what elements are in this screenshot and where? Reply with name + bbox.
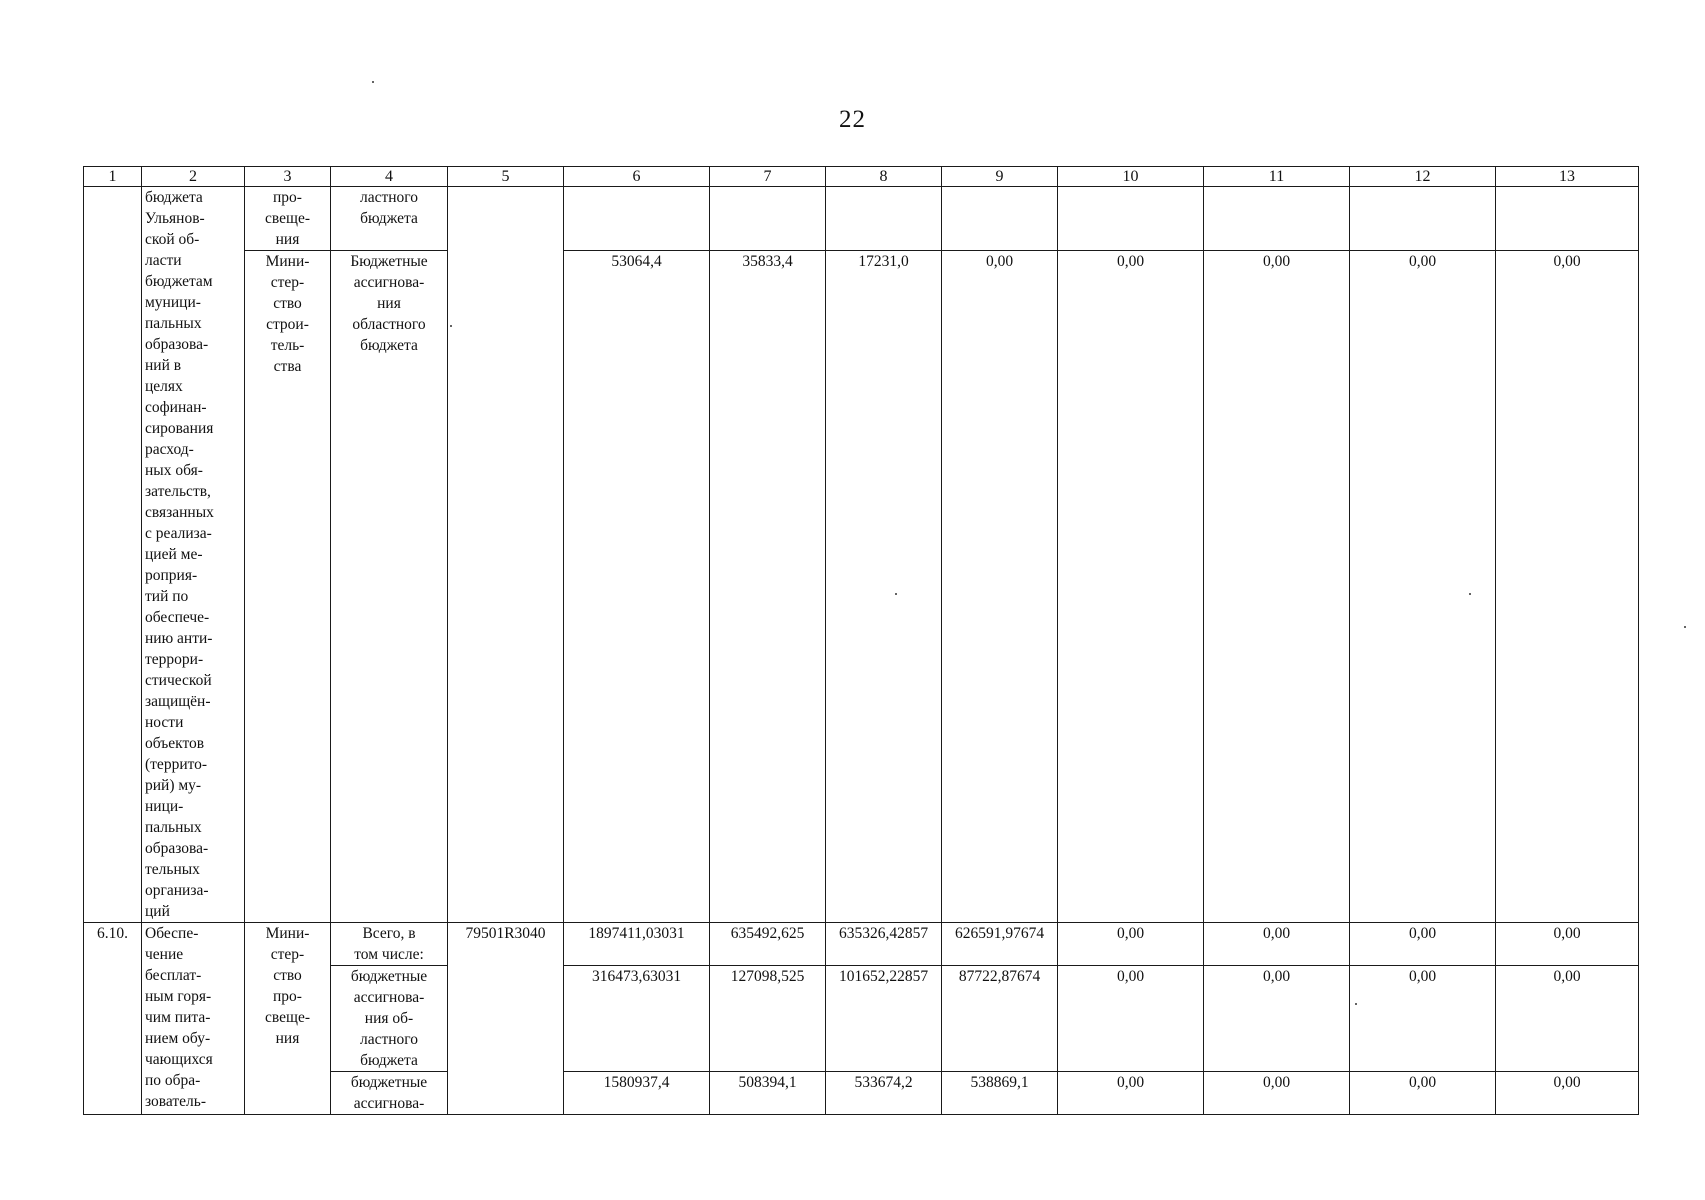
column-number: 12 [1350, 167, 1496, 187]
funding-source-cell: Бюджетные ассигнова- ния областного бюджета [331, 251, 448, 923]
value-cell: 35833,4 [710, 251, 826, 923]
value-cell: 101652,22857 [826, 966, 942, 1072]
column-number: 7 [710, 167, 826, 187]
value-cell: 508394,1 [710, 1072, 826, 1115]
value-cell: 0,00 [1496, 966, 1639, 1072]
column-number: 13 [1496, 167, 1639, 187]
item-number-cell: 6.10. [84, 923, 142, 1115]
value-cell [710, 187, 826, 251]
value-cell [942, 187, 1058, 251]
value-cell: 626591,97674 [942, 923, 1058, 966]
value-cell [564, 187, 710, 251]
scan-speck [1684, 626, 1686, 628]
value-cell: 87722,87674 [942, 966, 1058, 1072]
value-cell: 0,00 [1058, 966, 1204, 1072]
value-cell: 533674,2 [826, 1072, 942, 1115]
value-cell: 538869,1 [942, 1072, 1058, 1115]
value-cell: 0,00 [1350, 251, 1496, 923]
value-cell: 0,00 [1350, 1072, 1496, 1115]
item-number-cell [84, 187, 142, 923]
value-cell: 0,00 [1496, 923, 1639, 966]
column-number: 9 [942, 167, 1058, 187]
budget-code-cell: 79501R3040 [448, 923, 564, 1115]
value-cell: 0,00 [1058, 923, 1204, 966]
budget-code-cell [448, 187, 564, 923]
funding-source-cell: бюджетные ассигнова- [331, 1072, 448, 1115]
column-number: 4 [331, 167, 448, 187]
value-cell: 0,00 [1350, 966, 1496, 1072]
table-row [84, 251, 1639, 923]
column-number-row [84, 167, 1639, 187]
value-cell: 0,00 [1496, 1072, 1639, 1115]
funding-source-cell: бюджетные ассигнова- ния об- ластного бюджета [331, 966, 448, 1072]
value-cell [826, 187, 942, 251]
page-number: 22 [839, 106, 866, 133]
value-cell: 127098,525 [710, 966, 826, 1072]
value-cell: 316473,63031 [564, 966, 710, 1072]
value-cell: 0,00 [1058, 251, 1204, 923]
executor-cell: Мини- стер- ство про- свеще- ния [245, 923, 331, 1115]
value-cell: 1897411,03031 [564, 923, 710, 966]
column-number: 5 [448, 167, 564, 187]
value-cell: 53064,4 [564, 251, 710, 923]
column-number: 10 [1058, 167, 1204, 187]
column-number: 8 [826, 167, 942, 187]
value-cell [1350, 187, 1496, 251]
value-cell: 1580937,4 [564, 1072, 710, 1115]
funding-source-cell: Всего, в том числе: [331, 923, 448, 966]
funding-source-cell: ластного бюджета [331, 187, 448, 251]
column-number: 3 [245, 167, 331, 187]
value-cell: 0,00 [942, 251, 1058, 923]
value-cell: 635326,42857 [826, 923, 942, 966]
value-cell: 635492,625 [710, 923, 826, 966]
scan-speck [372, 81, 374, 83]
value-cell [1204, 187, 1350, 251]
table-row [84, 923, 1639, 966]
value-cell: 0,00 [1204, 251, 1350, 923]
value-cell [1496, 187, 1639, 251]
value-cell: 0,00 [1058, 1072, 1204, 1115]
value-cell: 17231,0 [826, 251, 942, 923]
value-cell: 0,00 [1204, 923, 1350, 966]
table-row [84, 187, 1639, 251]
value-cell: 0,00 [1204, 966, 1350, 1072]
value-cell: 0,00 [1204, 1072, 1350, 1115]
value-cell [1058, 187, 1204, 251]
executor-cell: про- свеще- ния [245, 187, 331, 251]
value-cell: 0,00 [1350, 923, 1496, 966]
column-number: 1 [84, 167, 142, 187]
item-description: Обеспе- чение бесплат- ным горя- чим пита- нием обу- чающихся по обра- зователь- [142, 923, 245, 1115]
item-description: бюджета Ульянов- ской об- ласти бюджетам муници- пальных образова- ний в целях софинан- сирования расход- ных обя- зательств, связанных с реализа- цией ме- роприя- тий по обеспече- нию анти- террори- стической защищён- ности объектов (террито- рий) му- ници- пальных образова- тельных организа- ций [142, 187, 245, 923]
column-number: 6 [564, 167, 710, 187]
value-cell: 0,00 [1496, 251, 1639, 923]
budget-table [83, 166, 1639, 1115]
executor-cell: Мини- стер- ство строи- тель- ства [245, 251, 331, 923]
column-number: 2 [142, 167, 245, 187]
column-number: 11 [1204, 167, 1350, 187]
